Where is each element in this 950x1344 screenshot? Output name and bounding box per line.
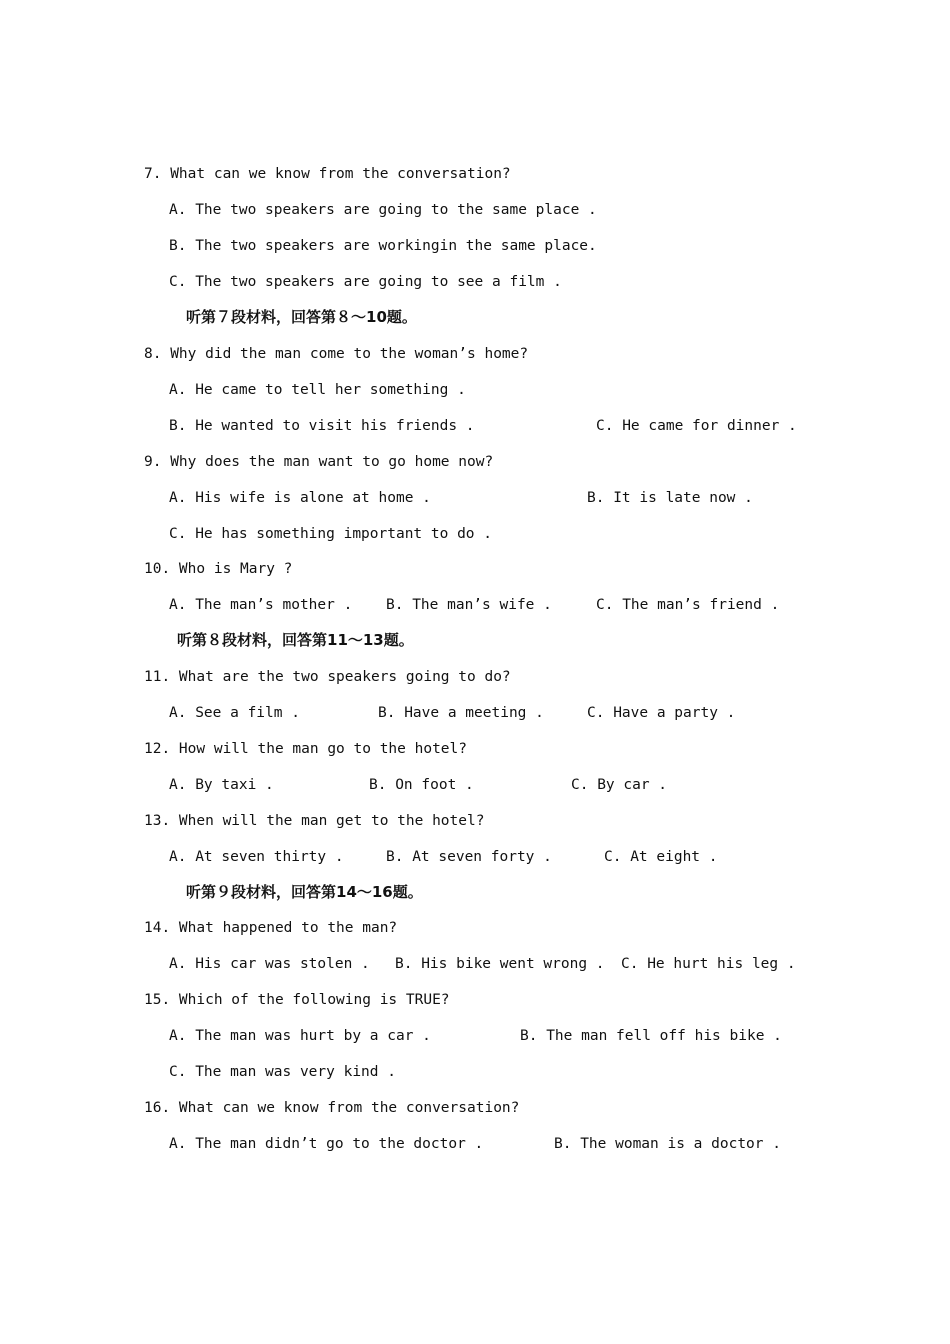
option-13b: B. At seven forty . — [386, 849, 552, 865]
option-10a: A. The man’s mother . — [169, 597, 353, 613]
option-7b: B. The two speakers are workingin the same place. — [169, 238, 597, 254]
option-10c: C. The man’s friend . — [596, 597, 780, 613]
question-16: 16. What can we know from the conversation? — [144, 1100, 520, 1116]
question-14: 14. What happened to the man? — [144, 920, 398, 936]
question-15: 15. Which of the following is TRUE? — [144, 992, 450, 1008]
section-heading-7: 听第７段材料，回答第８～10题。 — [186, 308, 417, 326]
section-heading-9: 听第９段材料，回答第14～16题。 — [186, 883, 423, 901]
section-heading-8: 听第８段材料，回答第11～13题。 — [177, 631, 414, 649]
option-10b: B. The man’s wife . — [386, 597, 552, 613]
option-16a: A. The man didn’t go to the doctor . — [169, 1136, 484, 1152]
option-14b: B. His bike went wrong . — [395, 956, 605, 972]
option-8b: B. He wanted to visit his friends . — [169, 418, 475, 434]
option-7a: A. The two speakers are going to the same place . — [169, 202, 597, 218]
option-15a: A. The man was hurt by a car . — [169, 1028, 431, 1044]
option-11b: B. Have a meeting . — [378, 705, 544, 721]
option-8c: C. He came for dinner . — [596, 418, 797, 434]
option-9c: C. He has something important to do . — [169, 526, 493, 542]
option-12a: A. By taxi . — [169, 777, 274, 793]
question-13: 13. When will the man get to the hotel? — [144, 813, 485, 829]
option-16b: B. The woman is a doctor . — [554, 1136, 781, 1152]
option-15b: B. The man fell off his bike . — [520, 1028, 782, 1044]
question-12: 12. How will the man go to the hotel? — [144, 741, 468, 757]
option-9b: B. It is late now . — [587, 490, 753, 506]
question-9: 9. Why does the man want to go home now? — [144, 454, 494, 470]
question-10: 10. Who is Mary ? — [144, 561, 293, 577]
option-13c: C. At eight . — [604, 849, 718, 865]
question-7: 7. What can we know from the conversation? — [144, 166, 511, 182]
question-8: 8. Why did the man come to the woman’s home? — [144, 346, 529, 362]
option-12b: B. On foot . — [369, 777, 474, 793]
option-11a: A. See a film . — [169, 705, 300, 721]
option-15c: C. The man was very kind . — [169, 1064, 396, 1080]
option-7c: C. The two speakers are going to see a film . — [169, 274, 562, 290]
option-8a: A. He came to tell her something . — [169, 382, 466, 398]
option-11c: C. Have a party . — [587, 705, 736, 721]
option-12c: C. By car . — [571, 777, 668, 793]
option-13a: A. At seven thirty . — [169, 849, 344, 865]
option-9a: A. His wife is alone at home . — [169, 490, 431, 506]
option-14a: A. His car was stolen . — [169, 956, 370, 972]
question-11: 11. What are the two speakers going to do? — [144, 669, 511, 685]
option-14c: C. He hurt his leg . — [621, 956, 796, 972]
